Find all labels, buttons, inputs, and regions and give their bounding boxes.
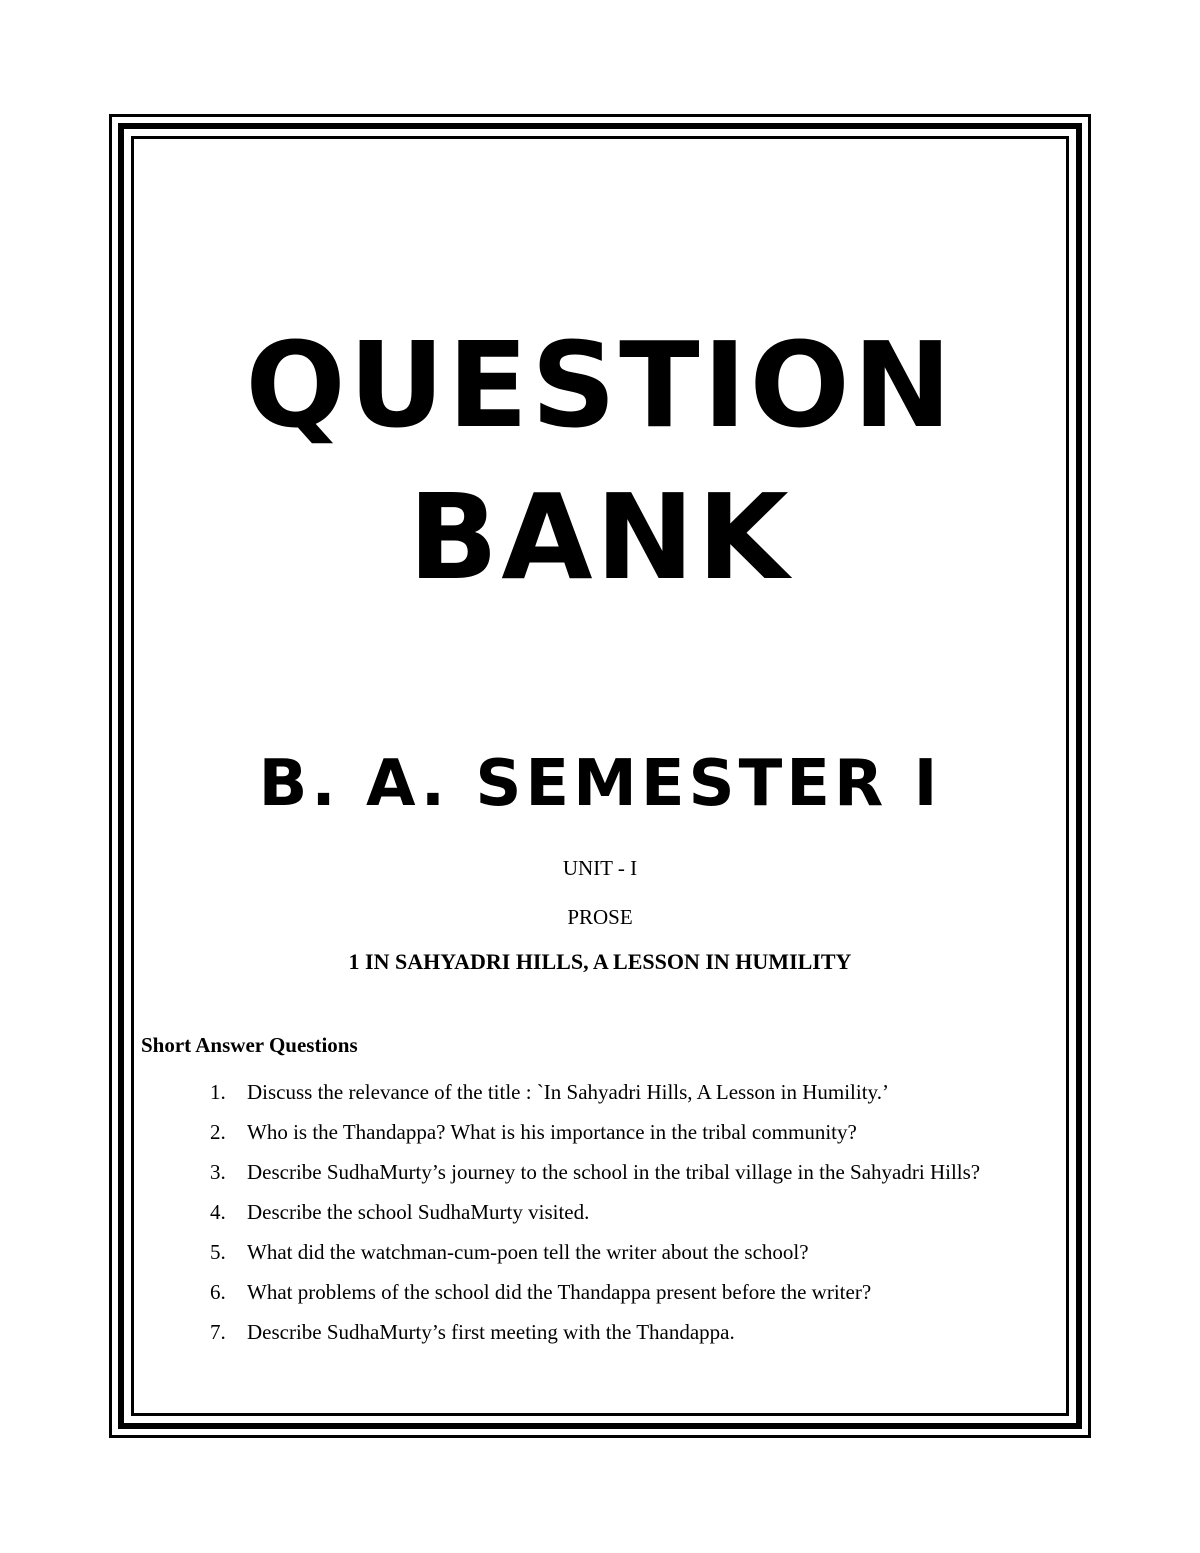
title-line-2: BANK — [408, 468, 792, 606]
question-list — [200, 1072, 1030, 1352]
question-number: 4. — [210, 1200, 226, 1224]
lesson-title: 1 IN SAHYADRI HILLS, A LESSON IN HUMILITY — [348, 949, 852, 974]
question-text: What did the watchman-cum-poen tell the writer about the school? — [247, 1240, 809, 1264]
question-text: Describe SudhaMurty’s first meeting with the Thandappa. — [247, 1320, 735, 1344]
question-text: Discuss the relevance of the title : `In Sahyadri Hills, A Lesson in Humility.’ — [247, 1080, 889, 1104]
question-text: Describe the school SudhaMurty visited. — [247, 1200, 590, 1224]
question-number: 3. — [210, 1160, 226, 1184]
title-line-1: QUESTION — [245, 316, 955, 454]
semester-heading: B. A. SEMESTER I — [258, 747, 942, 821]
question-item — [200, 1072, 1030, 1112]
question-item — [200, 1312, 1030, 1352]
question-text: What problems of the school did the Thandappa present before the writer? — [247, 1280, 872, 1304]
question-text: Describe SudhaMurty’s journey to the school in the tribal village in the Sahyadri Hills? — [247, 1160, 981, 1184]
question-number: 2. — [210, 1120, 226, 1144]
unit-label: UNIT - I — [562, 856, 638, 880]
question-text: Who is the Thandappa? What is his importance in the tribal community? — [247, 1120, 857, 1144]
question-item — [200, 1112, 1030, 1152]
question-number: 1. — [210, 1080, 226, 1104]
question-number: 7. — [210, 1320, 226, 1344]
question-item — [200, 1272, 1030, 1312]
question-item — [200, 1232, 1030, 1272]
question-item — [200, 1192, 1030, 1232]
section-label: PROSE — [567, 905, 633, 929]
short-answer-heading: Short Answer Questions — [141, 1033, 358, 1057]
question-number: 5. — [210, 1240, 226, 1264]
question-item — [200, 1152, 1030, 1192]
question-number: 6. — [210, 1280, 226, 1304]
